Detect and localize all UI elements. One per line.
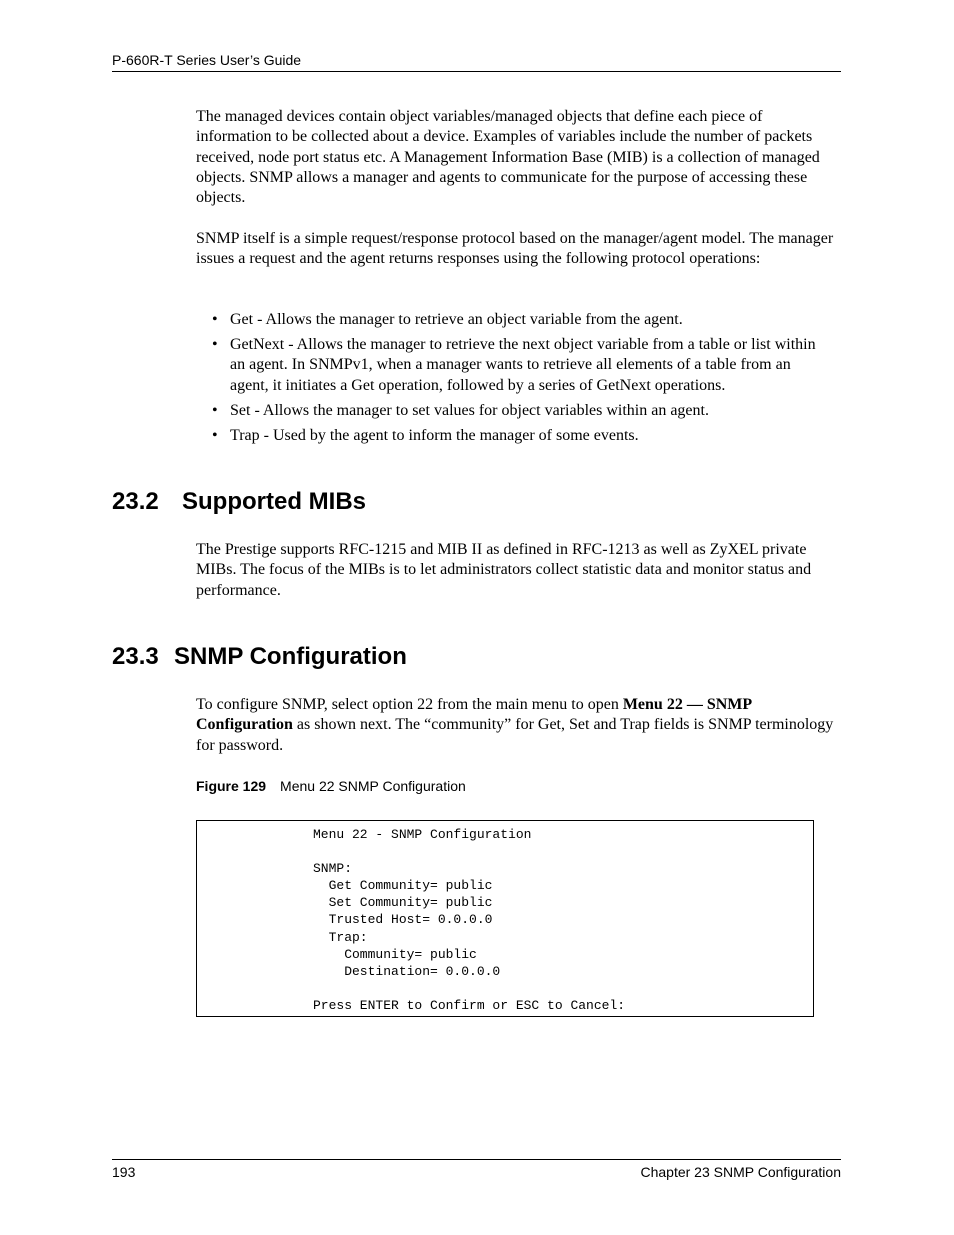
list-item: • Trap - Used by the agent to inform the manager of some events. [196, 426, 826, 446]
list-item: • Get - Allows the manager to retrieve an object variable from the agent. [196, 310, 826, 330]
bullet-icon: • [212, 401, 218, 419]
chapter-title: Chapter 23 SNMP Configuration [640, 1164, 841, 1180]
page-number: 193 [112, 1164, 136, 1180]
section-title: Supported MIBs [182, 488, 366, 515]
list-item: • Set - Allows the manager to set values for object variables within an agent. [196, 401, 826, 421]
intro-paragraph-2: SNMP itself is a simple request/response protocol based on the manager/agent model. The manager issues a request and the agent returns responses using the following protocol operations: [196, 230, 834, 268]
protocol-operations-list [196, 310, 826, 451]
section-number: 23.3 [112, 643, 159, 670]
bullet-icon: • [212, 335, 218, 353]
page-header [112, 51, 841, 72]
intro-paragraph-1: The managed devices contain object variables/managed objects that define each piece of information to be collected about a device. Examples of variables include the number of packets received, node port status etc. A Management Information Base (MIB) is a collection of managed objects. SNMP allows a manager and agents to communicate for the purpose of accessing these objects. [196, 108, 820, 207]
list-item: • GetNext - Allows the manager to retrieve the next object variable from a table or list within an agent. In SNMPv1, when a manager wants to retrieve all elements of a table from an agent, it initiates a Get operation, followed by a series of GetNext operations. [212, 335, 816, 394]
figure-label: Figure 129 [196, 778, 267, 794]
figure-title: Menu 22 SNMP Configuration [280, 778, 466, 794]
bullet-icon: • [212, 311, 218, 328]
snmp-configuration-paragraph: To configure SNMP, select option 22 from the main menu to open Menu 22 — SNMP Configuration as shown next. The “community” for Get, Set and Trap fields is SNMP terminology for password. [196, 696, 834, 754]
page-footer [112, 1159, 841, 1180]
figure-caption [196, 777, 466, 795]
terminal-text: Menu 22 - SNMP Configuration SNMP: Get Community= public Set Community= public Trusted Host= 0.0.0.0 Trap: Community= public Destination= 0.0.0.0 Press ENTER to Confirm or ESC to Cancel: [313, 827, 626, 1013]
supported-mibs-paragraph: The Prestige supports RFC-1215 and MIB II as defined in RFC-1213 as well as ZyXEL private MIBs. The focus of the MIBs is to let administrators collect statistic data and monitor status and performance. [196, 541, 812, 599]
snmp-menu-screen [196, 820, 814, 1017]
section-heading-supported-mibs [112, 488, 366, 516]
menu-reference: Menu 22 — SNMP Configuration [196, 696, 752, 734]
section-title: SNMP Configuration [174, 643, 407, 670]
bullet-icon: • [212, 426, 218, 444]
section-number: 23.2 [112, 488, 159, 515]
guide-title: P-660R-T Series User’s Guide [112, 52, 302, 68]
section-heading-snmp-configuration [112, 643, 407, 671]
